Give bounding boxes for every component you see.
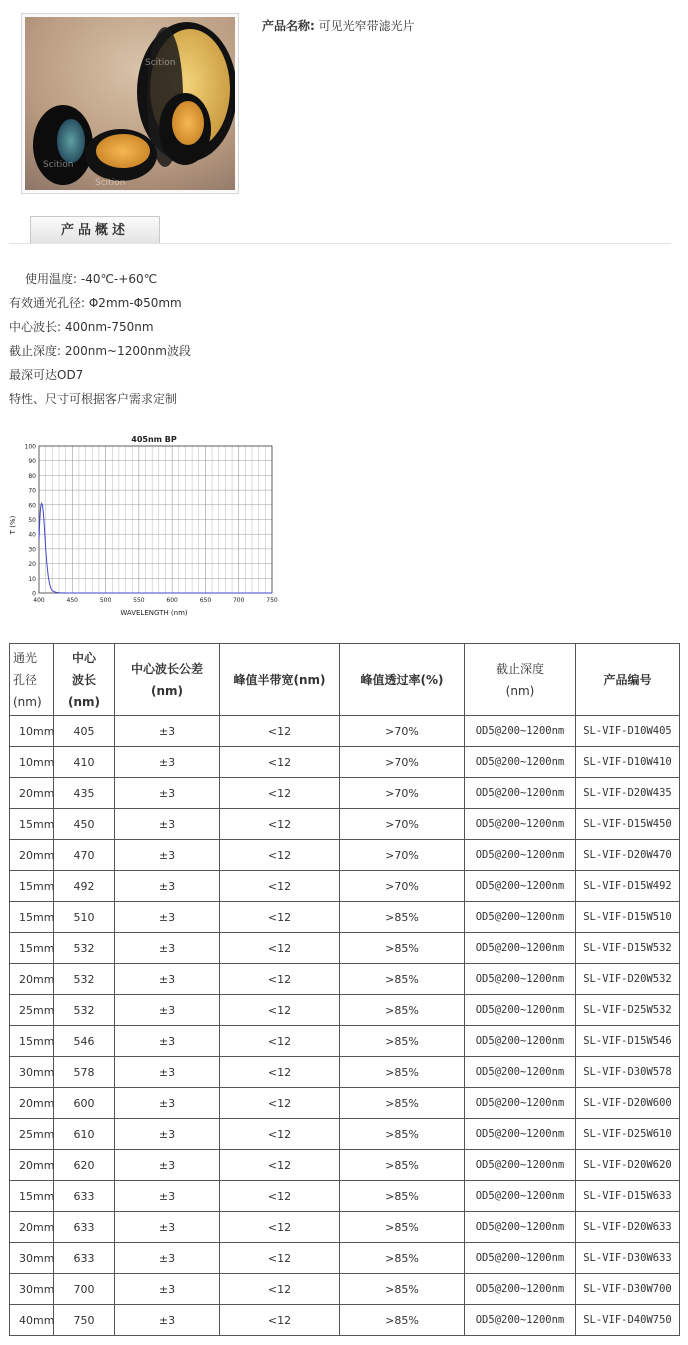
cell-cutoff-depth: OD5@200~1200nm bbox=[465, 1181, 576, 1212]
tab-overview[interactable]: 产品概述 bbox=[30, 216, 160, 243]
cell-aperture: 20mm bbox=[10, 1088, 54, 1119]
x-tick-label: 600 bbox=[166, 597, 178, 604]
table-row bbox=[10, 1119, 680, 1150]
cell-product-code: SL-VIF-D10W410 bbox=[576, 747, 680, 778]
cell-fwhm: <12 bbox=[220, 1150, 340, 1181]
chart-y-axis-label: T (%) bbox=[9, 515, 17, 535]
cell-product-code: SL-VIF-D15W532 bbox=[576, 933, 680, 964]
cell-peak-transmission: >85% bbox=[340, 1305, 465, 1336]
table-row bbox=[10, 995, 680, 1026]
cell-aperture: 20mm bbox=[10, 840, 54, 871]
cell-cutoff-depth: OD5@200~1200nm bbox=[465, 778, 576, 809]
cell-product-code: SL-VIF-D25W610 bbox=[576, 1119, 680, 1150]
cell-center-wavelength: 600 bbox=[54, 1088, 115, 1119]
cell-center-wavelength: 610 bbox=[54, 1119, 115, 1150]
cell-peak-transmission: >85% bbox=[340, 1181, 465, 1212]
watermark-text: Scition bbox=[43, 160, 74, 170]
cell-tolerance: ±3 bbox=[115, 1057, 220, 1088]
cell-tolerance: ±3 bbox=[115, 1274, 220, 1305]
cell-cutoff-depth: OD5@200~1200nm bbox=[465, 964, 576, 995]
watermark-text: Scition bbox=[95, 178, 126, 188]
table-row bbox=[10, 778, 680, 809]
cell-tolerance: ±3 bbox=[115, 1150, 220, 1181]
y-tick-label: 20 bbox=[28, 561, 36, 569]
cell-tolerance: ±3 bbox=[115, 716, 220, 747]
table-row bbox=[10, 747, 680, 778]
cell-center-wavelength: 510 bbox=[54, 902, 115, 933]
cell-tolerance: ±3 bbox=[115, 902, 220, 933]
cell-product-code: SL-VIF-D10W405 bbox=[576, 716, 680, 747]
x-tick-label: 500 bbox=[99, 597, 112, 604]
cell-tolerance: ±3 bbox=[115, 1088, 220, 1119]
cell-cutoff-depth: OD5@200~1200nm bbox=[465, 747, 576, 778]
cell-fwhm: <12 bbox=[220, 1026, 340, 1057]
spec-temperature: 使用温度: -40℃-+60℃ bbox=[25, 272, 158, 286]
y-tick-label: 80 bbox=[28, 472, 36, 480]
cell-cutoff-depth: OD5@200~1200nm bbox=[465, 716, 576, 747]
y-tick-label: 30 bbox=[28, 546, 36, 554]
cell-product-code: SL-VIF-D20W620 bbox=[576, 1150, 680, 1181]
cell-tolerance: ±3 bbox=[115, 1305, 220, 1336]
cell-product-code: SL-VIF-D15W633 bbox=[576, 1181, 680, 1212]
table-row bbox=[10, 1305, 680, 1336]
table-row bbox=[10, 871, 680, 902]
header-peak-transmission: 峰值透过率(%) bbox=[340, 644, 465, 716]
cell-fwhm: <12 bbox=[220, 747, 340, 778]
y-tick-label: 10 bbox=[28, 575, 36, 583]
cell-cutoff-depth: OD5@200~1200nm bbox=[465, 1305, 576, 1336]
spec-max-od: 最深可达OD7 bbox=[9, 368, 84, 382]
chart-x-axis-label: WAVELENGTH (nm) bbox=[120, 609, 188, 617]
cell-cutoff-depth: OD5@200~1200nm bbox=[465, 840, 576, 871]
table-row bbox=[10, 1057, 680, 1088]
product-name-value: 可见光窄带滤光片 bbox=[318, 19, 415, 33]
cell-peak-transmission: >70% bbox=[340, 747, 465, 778]
header-product-code: 产品编号 bbox=[576, 644, 680, 716]
cell-peak-transmission: >85% bbox=[340, 1026, 465, 1057]
cell-tolerance: ±3 bbox=[115, 809, 220, 840]
cell-fwhm: <12 bbox=[220, 1181, 340, 1212]
cell-tolerance: ±3 bbox=[115, 1243, 220, 1274]
table-row bbox=[10, 1243, 680, 1274]
cell-product-code: SL-VIF-D15W510 bbox=[576, 902, 680, 933]
cell-cutoff-depth: OD5@200~1200nm bbox=[465, 1150, 576, 1181]
cell-peak-transmission: >85% bbox=[340, 1243, 465, 1274]
cell-cutoff-depth: OD5@200~1200nm bbox=[465, 995, 576, 1026]
cell-fwhm: <12 bbox=[220, 933, 340, 964]
cell-product-code: SL-VIF-D20W532 bbox=[576, 964, 680, 995]
cell-peak-transmission: >85% bbox=[340, 964, 465, 995]
cell-fwhm: <12 bbox=[220, 995, 340, 1026]
table-row bbox=[10, 1274, 680, 1305]
cell-peak-transmission: >85% bbox=[340, 995, 465, 1026]
cell-product-code: SL-VIF-D30W578 bbox=[576, 1057, 680, 1088]
table-row bbox=[10, 1181, 680, 1212]
cell-fwhm: <12 bbox=[220, 1119, 340, 1150]
cell-cutoff-depth: OD5@200~1200nm bbox=[465, 1119, 576, 1150]
cell-peak-transmission: >85% bbox=[340, 1150, 465, 1181]
cell-center-wavelength: 578 bbox=[54, 1057, 115, 1088]
cell-cutoff-depth: OD5@200~1200nm bbox=[465, 1243, 576, 1274]
table-row bbox=[10, 1212, 680, 1243]
cell-fwhm: <12 bbox=[220, 902, 340, 933]
cell-cutoff-depth: OD5@200~1200nm bbox=[465, 871, 576, 902]
cell-cutoff-depth: OD5@200~1200nm bbox=[465, 1274, 576, 1305]
cell-aperture: 15mm bbox=[10, 1181, 54, 1212]
table-row bbox=[10, 1026, 680, 1057]
cell-tolerance: ±3 bbox=[115, 933, 220, 964]
cell-tolerance: ±3 bbox=[115, 871, 220, 902]
cell-product-code: SL-VIF-D40W750 bbox=[576, 1305, 680, 1336]
cell-tolerance: ±3 bbox=[115, 747, 220, 778]
cell-fwhm: <12 bbox=[220, 778, 340, 809]
cell-aperture: 25mm bbox=[10, 1119, 54, 1150]
cell-center-wavelength: 492 bbox=[54, 871, 115, 902]
watermark-text: Scition bbox=[145, 58, 176, 68]
cell-tolerance: ±3 bbox=[115, 964, 220, 995]
cell-product-code: SL-VIF-D25W532 bbox=[576, 995, 680, 1026]
cell-fwhm: <12 bbox=[220, 1088, 340, 1119]
cell-product-code: SL-VIF-D20W633 bbox=[576, 1212, 680, 1243]
table-row bbox=[10, 1150, 680, 1181]
cell-center-wavelength: 532 bbox=[54, 995, 115, 1026]
cell-peak-transmission: >85% bbox=[340, 902, 465, 933]
y-tick-label: 60 bbox=[28, 502, 36, 510]
cell-tolerance: ±3 bbox=[115, 995, 220, 1026]
cell-product-code: SL-VIF-D20W435 bbox=[576, 778, 680, 809]
cell-fwhm: <12 bbox=[220, 1305, 340, 1336]
cell-peak-transmission: >85% bbox=[340, 1274, 465, 1305]
cell-product-code: SL-VIF-D15W450 bbox=[576, 809, 680, 840]
cell-peak-transmission: >70% bbox=[340, 871, 465, 902]
product-spec-table bbox=[9, 643, 680, 1336]
y-tick-label: 50 bbox=[28, 517, 36, 524]
table-row bbox=[10, 964, 680, 995]
cell-peak-transmission: >70% bbox=[340, 716, 465, 747]
chart-svg bbox=[8, 430, 283, 620]
cell-center-wavelength: 620 bbox=[54, 1150, 115, 1181]
cell-fwhm: <12 bbox=[220, 809, 340, 840]
cell-tolerance: ±3 bbox=[115, 840, 220, 871]
table-header-row bbox=[10, 644, 680, 716]
cell-peak-transmission: >85% bbox=[340, 1119, 465, 1150]
cell-aperture: 15mm bbox=[10, 933, 54, 964]
cell-product-code: SL-VIF-D20W470 bbox=[576, 840, 680, 871]
cell-aperture: 20mm bbox=[10, 964, 54, 995]
cell-aperture: 15mm bbox=[10, 871, 54, 902]
cell-aperture: 30mm bbox=[10, 1243, 54, 1274]
cell-cutoff-depth: OD5@200~1200nm bbox=[465, 1088, 576, 1119]
tab-divider bbox=[9, 243, 671, 244]
cell-aperture: 20mm bbox=[10, 1212, 54, 1243]
cell-peak-transmission: >85% bbox=[340, 1057, 465, 1088]
cell-center-wavelength: 410 bbox=[54, 747, 115, 778]
cell-cutoff-depth: OD5@200~1200nm bbox=[465, 1057, 576, 1088]
x-tick-label: 750 bbox=[266, 597, 278, 604]
table-row bbox=[10, 809, 680, 840]
x-tick-label: 550 bbox=[133, 597, 145, 604]
cell-aperture: 20mm bbox=[10, 1150, 54, 1181]
cell-tolerance: ±3 bbox=[115, 778, 220, 809]
cell-cutoff-depth: OD5@200~1200nm bbox=[465, 933, 576, 964]
cell-cutoff-depth: OD5@200~1200nm bbox=[465, 809, 576, 840]
x-tick-label: 450 bbox=[66, 597, 79, 604]
product-name-label: 产品名称: bbox=[262, 19, 315, 33]
cell-cutoff-depth: OD5@200~1200nm bbox=[465, 1026, 576, 1057]
cell-center-wavelength: 450 bbox=[54, 809, 115, 840]
filter-photo-illustration bbox=[25, 17, 235, 190]
cell-aperture: 25mm bbox=[10, 995, 54, 1026]
transmission-chart bbox=[8, 430, 283, 623]
cell-fwhm: <12 bbox=[220, 1243, 340, 1274]
cell-center-wavelength: 470 bbox=[54, 840, 115, 871]
cell-aperture: 15mm bbox=[10, 809, 54, 840]
cell-aperture: 40mm bbox=[10, 1305, 54, 1336]
cell-tolerance: ±3 bbox=[115, 1026, 220, 1057]
cell-product-code: SL-VIF-D15W546 bbox=[576, 1026, 680, 1057]
cell-center-wavelength: 546 bbox=[54, 1026, 115, 1057]
cell-center-wavelength: 750 bbox=[54, 1305, 115, 1336]
cell-center-wavelength: 633 bbox=[54, 1212, 115, 1243]
cell-tolerance: ±3 bbox=[115, 1119, 220, 1150]
cell-fwhm: <12 bbox=[220, 716, 340, 747]
cell-peak-transmission: >85% bbox=[340, 933, 465, 964]
cell-aperture: 15mm bbox=[10, 1026, 54, 1057]
cell-peak-transmission: >70% bbox=[340, 809, 465, 840]
header-fwhm: 峰值半带宽(nm) bbox=[220, 644, 340, 716]
table-row bbox=[10, 933, 680, 964]
cell-fwhm: <12 bbox=[220, 840, 340, 871]
cell-fwhm: <12 bbox=[220, 964, 340, 995]
spec-customization: 特性、尺寸可根据客户需求定制 bbox=[9, 392, 178, 406]
cell-aperture: 20mm bbox=[10, 778, 54, 809]
y-tick-label: 0 bbox=[32, 590, 36, 598]
cell-center-wavelength: 700 bbox=[54, 1274, 115, 1305]
cell-product-code: SL-VIF-D15W492 bbox=[576, 871, 680, 902]
y-tick-label: 40 bbox=[28, 531, 36, 539]
x-tick-label: 400 bbox=[33, 597, 45, 604]
product-name bbox=[262, 17, 415, 34]
chart-title: 405nm BP bbox=[131, 435, 177, 444]
y-tick-label: 70 bbox=[28, 487, 36, 495]
y-tick-label: 90 bbox=[28, 458, 36, 466]
y-tick-label: 100 bbox=[24, 443, 36, 451]
cell-cutoff-depth: OD5@200~1200nm bbox=[465, 902, 576, 933]
spec-list bbox=[9, 267, 191, 411]
cell-product-code: SL-VIF-D30W700 bbox=[576, 1274, 680, 1305]
cell-aperture: 30mm bbox=[10, 1057, 54, 1088]
x-tick-label: 700 bbox=[232, 597, 245, 604]
cell-aperture: 30mm bbox=[10, 1274, 54, 1305]
cell-product-code: SL-VIF-D20W600 bbox=[576, 1088, 680, 1119]
cell-fwhm: <12 bbox=[220, 1212, 340, 1243]
cell-center-wavelength: 532 bbox=[54, 933, 115, 964]
cell-center-wavelength: 405 bbox=[54, 716, 115, 747]
cell-center-wavelength: 633 bbox=[54, 1243, 115, 1274]
table-row bbox=[10, 902, 680, 933]
table-row bbox=[10, 1088, 680, 1119]
cell-aperture: 10mm bbox=[10, 716, 54, 747]
cell-tolerance: ±3 bbox=[115, 1212, 220, 1243]
table-row bbox=[10, 840, 680, 871]
cell-peak-transmission: >70% bbox=[340, 840, 465, 871]
cell-fwhm: <12 bbox=[220, 1057, 340, 1088]
cell-tolerance: ±3 bbox=[115, 1181, 220, 1212]
product-photo bbox=[21, 13, 239, 194]
cell-aperture: 10mm bbox=[10, 747, 54, 778]
cell-fwhm: <12 bbox=[220, 1274, 340, 1305]
spec-aperture: 有效通光孔径: Φ2mm-Φ50mm bbox=[9, 296, 182, 310]
x-tick-label: 650 bbox=[199, 597, 212, 604]
spec-center-wavelength: 中心波长: 400nm-750nm bbox=[9, 320, 154, 334]
table-row bbox=[10, 716, 680, 747]
cell-fwhm: <12 bbox=[220, 871, 340, 902]
cell-peak-transmission: >85% bbox=[340, 1088, 465, 1119]
cell-aperture: 15mm bbox=[10, 902, 54, 933]
cell-peak-transmission: >70% bbox=[340, 778, 465, 809]
cell-center-wavelength: 633 bbox=[54, 1181, 115, 1212]
header-aperture: 通光 孔径 (nm) bbox=[10, 644, 54, 716]
cell-product-code: SL-VIF-D30W633 bbox=[576, 1243, 680, 1274]
cell-cutoff-depth: OD5@200~1200nm bbox=[465, 1212, 576, 1243]
header-cutoff-depth: 截止深度 (nm) bbox=[465, 644, 576, 716]
spec-cutoff-depth: 截止深度: 200nm~1200nm波段 bbox=[9, 344, 191, 358]
header-wavelength-tolerance: 中心波长公差 (nm) bbox=[115, 644, 220, 716]
cell-center-wavelength: 532 bbox=[54, 964, 115, 995]
header-center-wavelength: 中心 波长(nm) bbox=[54, 644, 115, 716]
cell-peak-transmission: >85% bbox=[340, 1212, 465, 1243]
cell-center-wavelength: 435 bbox=[54, 778, 115, 809]
